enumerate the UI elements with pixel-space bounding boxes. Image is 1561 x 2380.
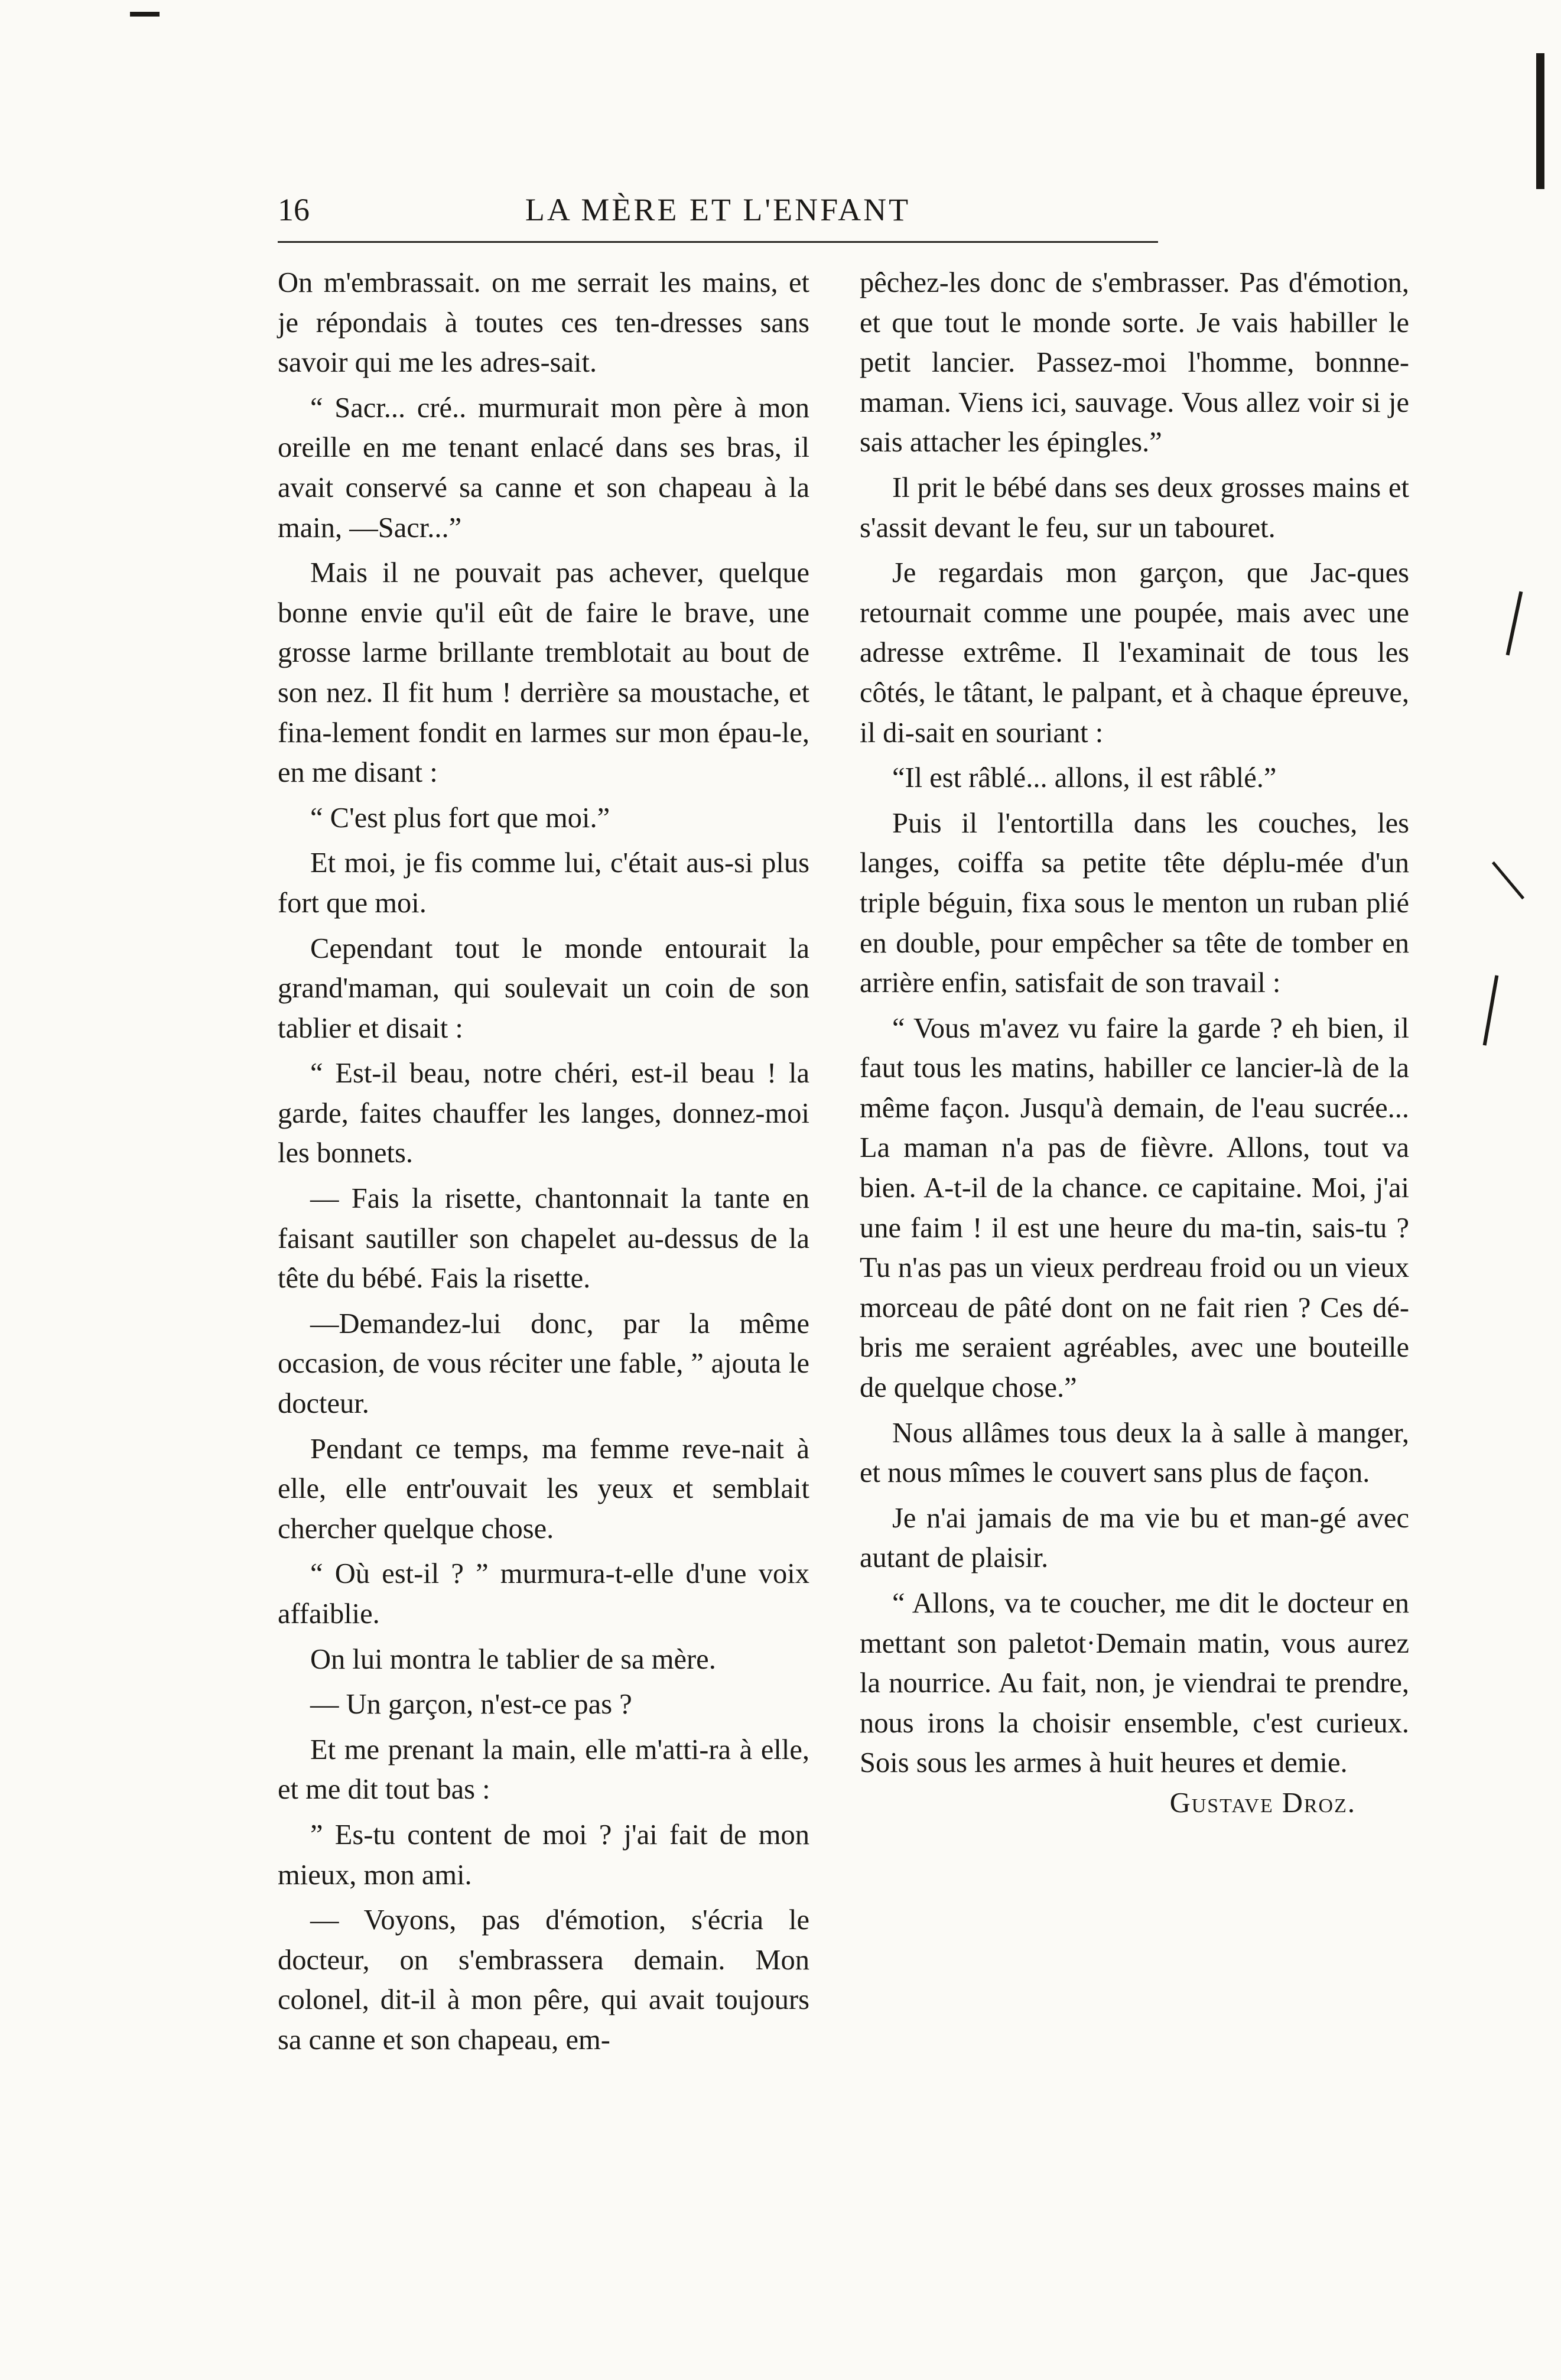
paragraph: Cependant tout le monde entourait la grand'maman, qui soulevait un coin de son tablier et disait :	[278, 932, 809, 1044]
left-column	[278, 263, 809, 2060]
paragraph: Je n'ai jamais de ma vie bu et man-gé avec autant de plaisir.	[860, 1502, 1409, 1574]
author-signature: Gustave Droz.	[1169, 1787, 1356, 1819]
running-title: LA MÈRE ET L'ENFANT	[525, 192, 911, 227]
paragraph: Pendant ce temps, ma femme reve-nait à elle, elle entr'ouvait les yeux et semblait chercher quelque chose.	[278, 1433, 809, 1545]
paragraph: Puis il l'entortilla dans les couches, les langes, coiffa sa petite tête déplu-mée d'un triple béguin, fixa sous le menton un ruban plié en double, pour empêcher sa tête de tomber en arrière enfin, satisfait de son travail :	[860, 807, 1409, 999]
paragraph: ” Es-tu content de moi ? j'ai fait de mon mieux, mon ami.	[278, 1819, 809, 1891]
paragraph: Il prit le bébé dans ses deux grosses mains et s'assit devant le feu, sur un tabouret.	[860, 472, 1409, 544]
right-column	[860, 263, 1409, 1823]
page-number: 16	[278, 192, 310, 227]
paragraph: — Voyons, pas d'émotion, s'écria le docteur, on s'embrassera demain. Mon colonel, dit-il à mon pêre, qui avait toujours sa canne et son chapeau, em-	[278, 1904, 809, 2056]
paragraph: On m'embrassait. on me serrait les mains, et je répondais à toutes ces ten-dresses sans savoir qui me les adres-sait.	[278, 267, 809, 379]
paragraph: Mais il ne pouvait pas achever, quelque bonne envie qu'il eût de faire le brave, une grosse larme brillante tremblotait au bout de son nez. Il fit hum ! derrière sa moustache, et fina-lement fondit en larmes sur mon épau-le, en me disant :	[278, 557, 809, 789]
page-header	[278, 188, 1158, 243]
paragraph: Et moi, je fis comme lui, c'était aus-si plus fort que moi.	[278, 847, 809, 919]
paragraph: Je regardais mon garçon, que Jac-ques retournait comme une poupée, mais avec une adresse extrême. Il l'examinait de tous les côtés, le tâtant, le palpant, et à chaque épreuve, il di-sait en souriant :	[860, 557, 1409, 749]
paragraph: Et me prenant la main, elle m'atti-ra à elle, et me dit tout bas :	[278, 1734, 809, 1806]
paragraph: —Demandez-lui donc, par la même occasion, de vous réciter une fable, ” ajouta le docteur.	[278, 1308, 809, 1420]
paragraph: “ Allons, va te coucher, me dit le docteur en mettant son paletot·Demain matin, vous aurez la nourrice. Au fait, non, je viendrai te prendre, nous irons la choisir ensemble, c'est curieux. Sois sous les armes à huit heures et demie.	[860, 1588, 1409, 1779]
paragraph: “ Où est-il ? ” murmura-t-elle d'une voix affaiblie.	[278, 1558, 809, 1630]
paragraph: “Il est râblé... allons, il est râblé.”	[892, 762, 1277, 794]
paragraph: — Un garçon, n'est-ce pas ?	[310, 1689, 632, 1721]
paragraph: “ Vous m'avez vu faire la garde ? eh bien, il faut tous les matins, habiller ce lancier-là de la même façon. Jusqu'à demain, de l'eau sucrée... La maman n'a pas de fièvre. Allons, tout va bien. A-t-il de la chance. ce capitaine. Moi, j'ai une faim ! il est une heure du ma-tin, sais-tu ? Tu n'as pas un vieux perdreau froid ou un vieux morceau de pâté dont on ne fait rien ? Ces dé-bris me seraient agréables, avec une bouteille de quelque chose.”	[860, 1012, 1409, 1404]
paragraph: pêchez-les donc de s'embrasser. Pas d'émotion, et que tout le monde sorte. Je vais habiller le petit lancier. Passez-moi l'homme, bonnne-maman. Viens ici, sauvage. Vous allez voir si je sais attacher les épingles.”	[860, 267, 1409, 459]
paragraph: “ C'est plus fort que moi.”	[310, 802, 610, 834]
paragraph: On lui montra le tablier de sa mère.	[310, 1643, 716, 1675]
paragraph: “ Sacr... cré.. murmurait mon père à mon oreille en me tenant enlacé dans ses bras, il avait conservé sa canne et son chapeau à la main, —Sacr...”	[278, 392, 809, 544]
paragraph: Nous allâmes tous deux la à salle à manger, et nous mîmes le couvert sans plus de façon.	[860, 1417, 1409, 1489]
paragraph: “ Est-il beau, notre chéri, est-il beau ! la garde, faites chauffer les langes, donnez-moi les bonnets.	[278, 1058, 809, 1169]
paragraph: — Fais la risette, chantonnait la tante en faisant sautiller son chapelet au-dessus de la tête du bébé. Fais la risette.	[278, 1183, 809, 1295]
